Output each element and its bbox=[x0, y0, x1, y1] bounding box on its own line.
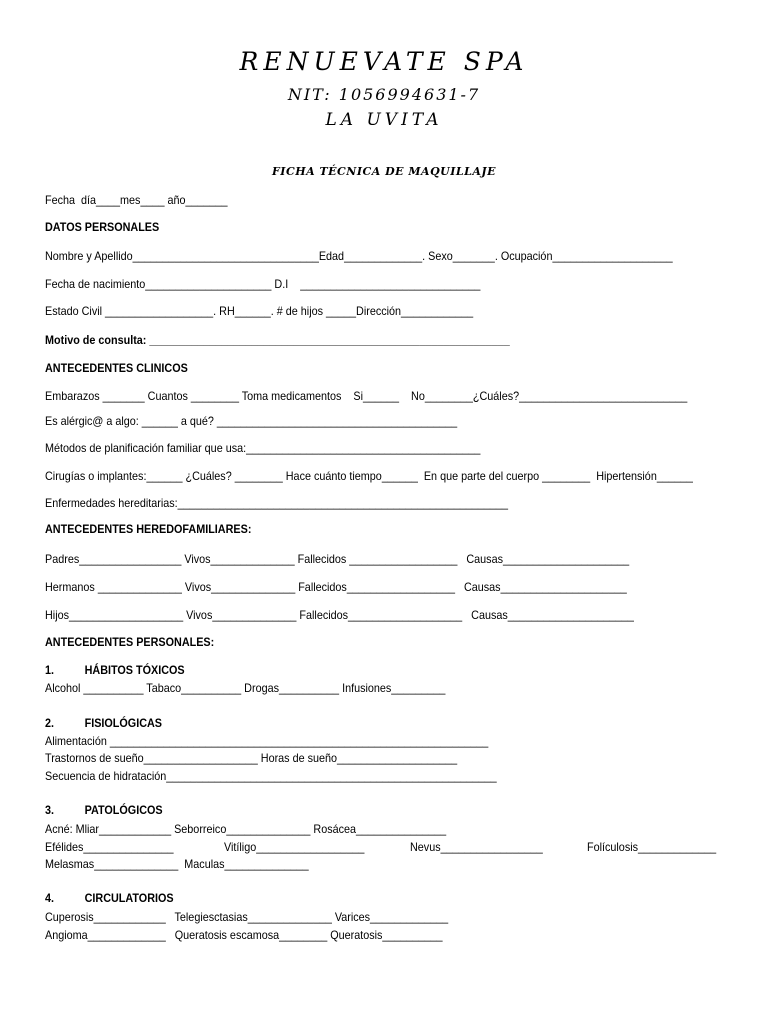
fisiologicas-heading bbox=[45, 716, 162, 730]
efelides-field[interactable]: Efélides_______________ bbox=[45, 840, 174, 854]
nevus-field[interactable]: Nevus_________________ bbox=[410, 840, 543, 854]
circulatorios-heading bbox=[45, 891, 174, 905]
estado-civil-line[interactable]: Estado Civil __________________. RH______. # de hijos _____Dirección____________ bbox=[45, 304, 474, 318]
cirugias-line[interactable]: Cirugías o implantes:______ ¿Cuáles? ________ Hace cuánto tiempo______ En que parte del cuerpo ________ Hipertensión______ bbox=[45, 469, 693, 483]
company-nit: NIT: 1056994631-7 bbox=[287, 85, 481, 104]
nombre-line[interactable]: Nombre y Apellido_______________________________Edad_____________. Sexo_______. Ocupación____________________ bbox=[45, 249, 673, 263]
hidratacion-line[interactable]: Secuencia de hidratación_______________________________________________________ bbox=[45, 769, 497, 783]
alimentacion-line[interactable]: Alimentación _______________________________________________________________ bbox=[45, 734, 489, 748]
angioma-line[interactable]: Angioma_____________ Queratosis escamosa________ Queratosis__________ bbox=[45, 928, 443, 942]
form-title: FICHA TÉCNICA DE MAQUILLAJE bbox=[272, 165, 496, 178]
antecedentes-personales-heading: ANTECEDENTES PERSONALES: bbox=[45, 635, 215, 649]
sueno-line[interactable]: Trastornos de sueño___________________ Horas de sueño____________________ bbox=[45, 751, 458, 765]
fecha-line[interactable]: Fecha día____mes____ año_______ bbox=[45, 193, 228, 207]
embarazos-line[interactable]: Embarazos _______ Cuantos ________ Toma medicamentos Si______ No________¿Cuáles?____________________________ bbox=[45, 389, 688, 403]
fisiologicas-title: FISIOLÓGICAS bbox=[84, 716, 163, 730]
motivo-line[interactable]: Motivo de consulta: ____________________________________________________________ bbox=[45, 333, 510, 347]
padres-line[interactable]: Padres_________________ Vivos______________ Fallecidos __________________ Causas_____________________ bbox=[45, 552, 630, 566]
cuperosis-line[interactable]: Cuperosis____________ Telegiesctasias______________ Varices_____________ bbox=[45, 910, 449, 924]
habitos-number: 1. bbox=[45, 663, 55, 677]
hijos-line[interactable]: Hijos___________________ Vivos______________ Fallecidos___________________ Causas_____________________ bbox=[45, 608, 634, 622]
fisiologicas-number: 2. bbox=[45, 716, 55, 730]
habitos-title: HÁBITOS TÓXICOS bbox=[84, 663, 185, 677]
acne-line[interactable]: Acné: Mliar____________ Seborreico______________ Rosácea_______________ bbox=[45, 822, 447, 836]
patologicos-number: 3. bbox=[45, 803, 55, 817]
melasmas-line[interactable]: Melasmas______________ Maculas______________ bbox=[45, 857, 309, 871]
habitos-heading bbox=[45, 663, 185, 677]
habitos-line[interactable]: Alcohol __________ Tabaco__________ Drogas__________ Infusiones_________ bbox=[45, 681, 446, 695]
antecedentes-clinicos-heading: ANTECEDENTES CLINICOS bbox=[45, 361, 188, 375]
vitiligo-field[interactable]: Vitíligo__________________ bbox=[224, 840, 365, 854]
foliculosis-field[interactable]: Folículosis_____________ bbox=[587, 840, 717, 854]
patologicos-title: PATOLÓGICOS bbox=[84, 803, 163, 817]
heredofamiliares-heading: ANTECEDENTES HEREDOFAMILIARES: bbox=[45, 522, 252, 536]
company-title: RENUEVATE SPA bbox=[239, 47, 529, 76]
datos-personales-heading: DATOS PERSONALES bbox=[45, 220, 160, 234]
metodos-line[interactable]: Métodos de planificación familiar que usa:_______________________________________ bbox=[45, 441, 481, 455]
alergico-line[interactable]: Es alérgic@ a algo: ______ a qué? ________________________________________ bbox=[45, 414, 458, 428]
company-city: LA UVITA bbox=[325, 110, 443, 130]
circulatorios-title: CIRCULATORIOS bbox=[84, 891, 174, 905]
nacimiento-line[interactable]: Fecha de nacimiento_____________________ D.I ______________________________ bbox=[45, 277, 481, 291]
patologicos-heading bbox=[45, 803, 163, 817]
hereditarias-line[interactable]: Enfermedades hereditarias:_______________________________________________________ bbox=[45, 496, 509, 510]
hermanos-line[interactable]: Hermanos ______________ Vivos______________ Fallecidos__________________ Causas_____________________ bbox=[45, 580, 627, 594]
circulatorios-number: 4. bbox=[45, 891, 55, 905]
